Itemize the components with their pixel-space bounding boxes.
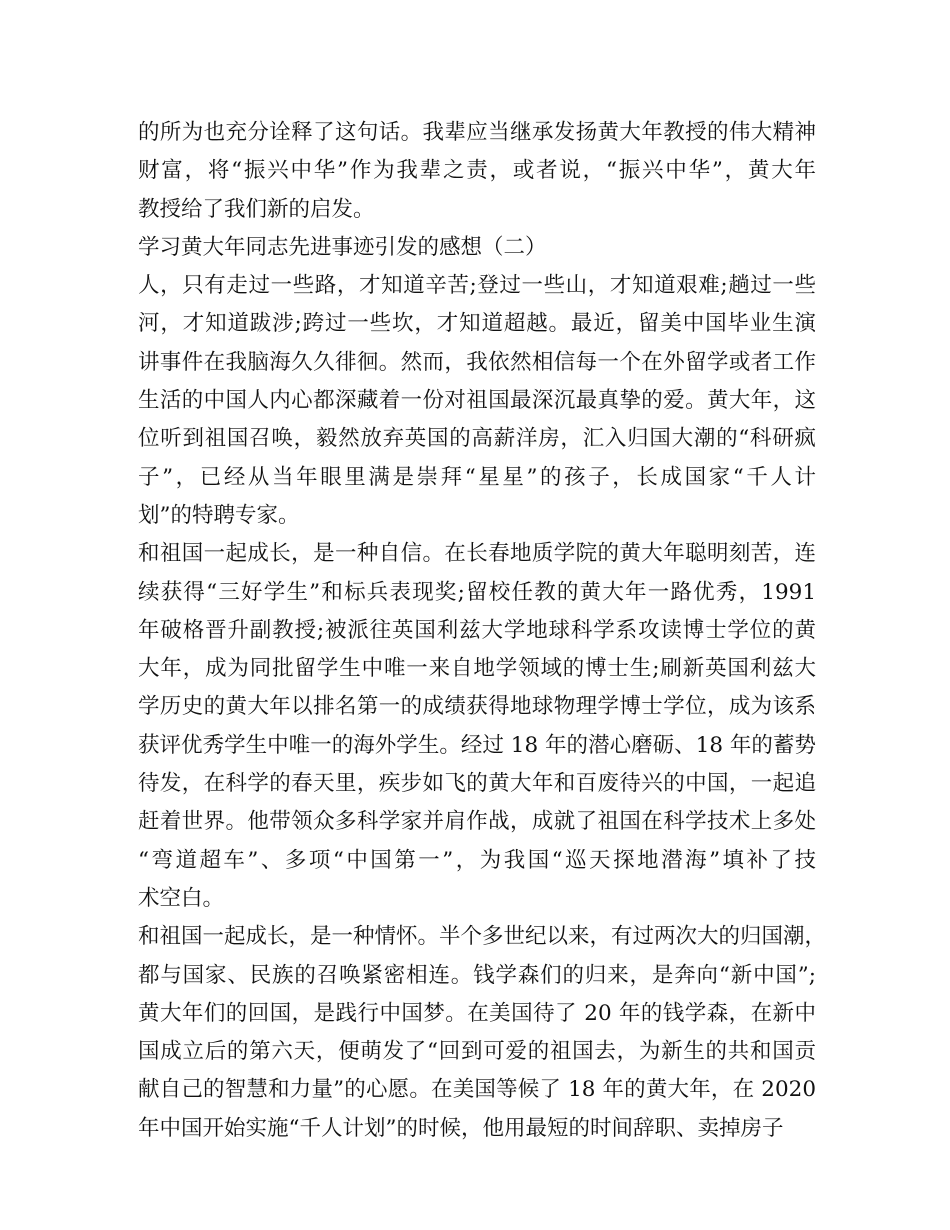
text-line: 财富，将“振兴中华”作为我辈之责，或者说，“振兴中华”，黄大年 — [138, 158, 816, 184]
text-line: 获评优秀学生中唯一的海外学生。经过 18 年的潜心磨砺、18 年的蓄势 — [138, 732, 816, 758]
paragraph-1 — [138, 267, 816, 535]
text-line: 学习黄大年同志先进事迹引发的感想（二） — [138, 234, 547, 260]
text-line: 年破格晋升副教授;被派往英国利兹大学地球科学系攻读博士学位的黄 — [138, 617, 816, 643]
continuation-paragraph — [138, 114, 816, 229]
text-line: 人，只有走过一些路，才知道辛苦;登过一些山，才知道艰难;趟过一些 — [138, 273, 816, 299]
text-line: 术空白。 — [138, 885, 225, 911]
text-line: 都与国家、民族的召唤紧密相连。钱学森们的归来，是奔向“新中国”; — [138, 962, 816, 988]
text-line: “弯道超车”、多项“中国第一”，为我国“巡天探地潜海”填补了技 — [138, 847, 816, 873]
text-line: 的所为也充分诠释了这句话。我辈应当继承发扬黄大年教授的伟大精神 — [138, 120, 816, 145]
text-line: 国成立后的第六天，便萌发了“回到可爱的祖国去，为新生的共和国贡 — [138, 1039, 816, 1065]
text-line: 黄大年们的回国，是践行中国梦。在美国待了 20 年的钱学森，在新中 — [138, 1000, 816, 1026]
text-line: 讲事件在我脑海久久徘徊。然而，我依然相信每一个在外留学或者工作 — [138, 349, 816, 375]
text-line: 赶着世界。他带领众多科学家并肩作战，成就了祖国在科学技术上多处 — [138, 809, 816, 835]
text-line: 子”，已经从当年眼里满是崇拜“星星”的孩子，长成国家“千人计 — [138, 464, 816, 490]
text-line: 生活的中国人内心都深藏着一份对祖国最深沉最真挚的爱。黄大年，这 — [138, 388, 816, 414]
text-line: 献自己的智慧和力量”的心愿。在美国等候了 18 年的黄大年，在 2020 — [138, 1077, 816, 1103]
text-line: 大年，成为同批留学生中唯一来自地学领域的博士生;刷新英国利兹大 — [138, 656, 816, 682]
text-line: 待发，在科学的春天里，疾步如飞的黄大年和百废待兴的中国，一起追 — [138, 771, 816, 797]
text-line: 和祖国一起成长，是一种情怀。半个多世纪以来，有过两次大的归国潮， — [138, 924, 827, 950]
paragraph-2 — [138, 535, 816, 918]
document-body — [138, 114, 827, 1148]
text-line: 教授给了我们新的启发。 — [138, 196, 375, 222]
text-line: 年中国开始实施“千人计划”的时候，他用最短的时间辞职、卖掉房子 — [138, 1115, 784, 1141]
text-line: 河，才知道跋涉;跨过一些坎，才知道超越。最近，留美中国毕业生演 — [138, 311, 816, 337]
text-line: 位听到祖国召唤，毅然放弃英国的高薪洋房，汇入归国大潮的“科研疯 — [138, 426, 816, 452]
text-line: 学历史的黄大年以排名第一的成绩获得地球物理学博士学位，成为该系 — [138, 694, 816, 720]
text-line: 续获得“三好学生”和标兵表现奖;留校任教的黄大年一路优秀，1991 — [138, 579, 816, 605]
text-line: 和祖国一起成长，是一种自信。在长春地质学院的黄大年聪明刻苦，连 — [138, 541, 816, 567]
section-title — [138, 229, 816, 267]
paragraph-3 — [138, 918, 827, 1148]
text-line: 划”的特聘专家。 — [138, 502, 300, 528]
